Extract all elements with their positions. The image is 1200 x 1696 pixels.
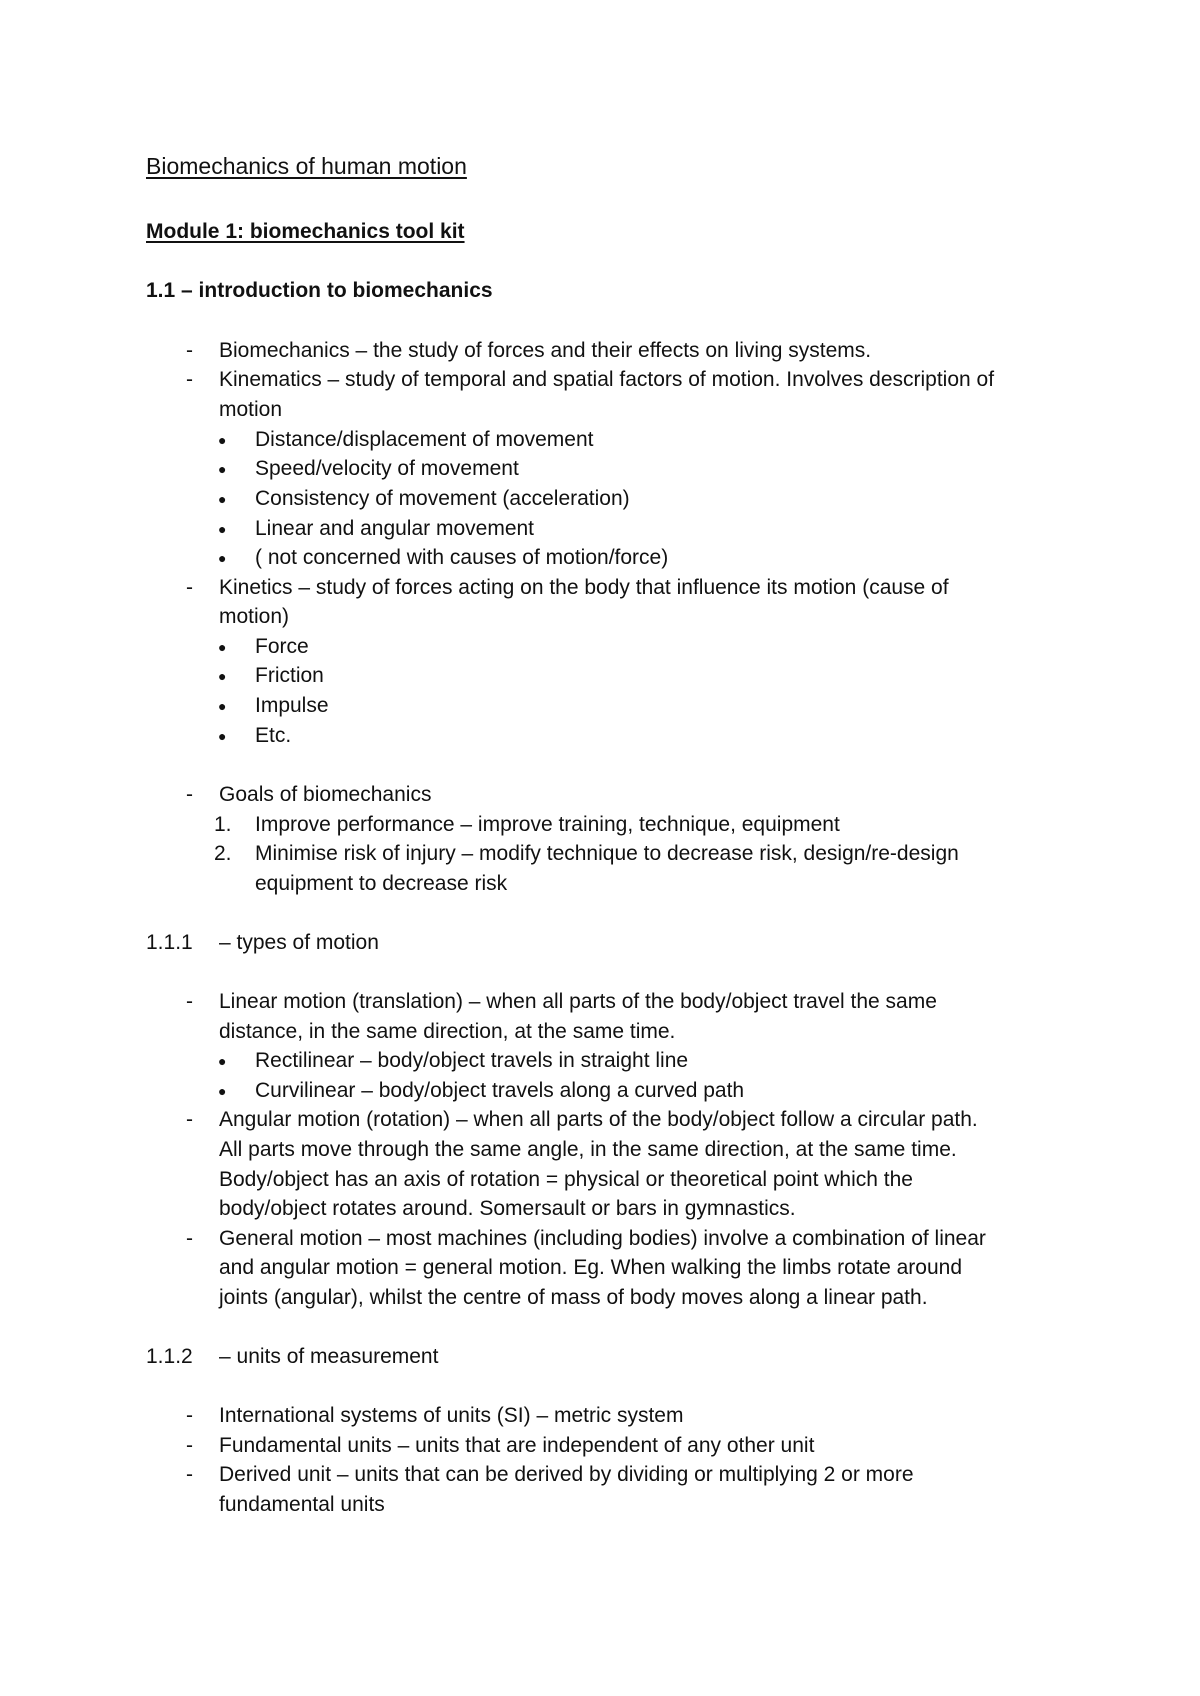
def-angular-motion-cont: body/object rotates around. Somersault or bars in gymnastics.: [219, 1197, 796, 1220]
module-heading: Module 1: biomechanics tool kit: [146, 220, 465, 243]
dash-marker: -: [186, 1434, 193, 1457]
section-number-1-1-2: 1.1.2: [146, 1345, 193, 1368]
kinematics-item: Speed/velocity of movement: [255, 457, 519, 480]
def-general-motion-cont: and angular motion = general motion. Eg. When walking the limbs rotate around: [219, 1256, 963, 1279]
def-general-motion: General motion – most machines (including bodies) involve a combination of linear: [219, 1227, 986, 1250]
kinematics-item: Distance/displacement of movement: [255, 428, 594, 451]
linear-item: Rectilinear – body/object travels in straight line: [255, 1049, 689, 1072]
dash-marker: -: [186, 368, 193, 391]
def-kinematics: Kinematics – study of temporal and spatial factors of motion. Involves description of: [219, 368, 995, 391]
dash-marker: -: [186, 1404, 193, 1427]
units-item: Derived unit – units that can be derived by dividing or multiplying 2 or more: [219, 1463, 914, 1486]
def-linear-motion: Linear motion (translation) – when all parts of the body/object travel the same: [219, 990, 937, 1013]
goal-item: Improve performance – improve training, technique, equipment: [255, 813, 840, 836]
bullet-marker: ●: [218, 728, 227, 744]
bullet-marker: ●: [218, 1053, 227, 1069]
kinematics-item: Consistency of movement (acceleration): [255, 487, 630, 510]
document-title: Biomechanics of human motion: [146, 153, 467, 179]
bullet-marker: ●: [218, 698, 227, 714]
bullet-marker: ●: [218, 461, 227, 477]
section-heading-1-1: 1.1 – introduction to biomechanics: [146, 279, 493, 302]
bullet-marker: ●: [218, 550, 227, 566]
def-kinematics-cont: motion: [219, 398, 283, 421]
bullet-marker: ●: [218, 668, 227, 684]
dash-marker: -: [186, 990, 193, 1013]
dash-marker: -: [186, 1463, 193, 1486]
def-general-motion-cont: joints (angular), whilst the centre of mass of body moves along a linear path.: [219, 1286, 928, 1309]
section-heading-1-1-2: – units of measurement: [219, 1345, 439, 1368]
kinetics-item: Impulse: [255, 694, 329, 717]
def-kinetics: Kinetics – study of forces acting on the body that influence its motion (cause of: [219, 576, 949, 599]
dash-marker: -: [186, 783, 193, 806]
goal-item-cont: equipment to decrease risk: [255, 872, 508, 895]
dash-marker: -: [186, 1108, 193, 1131]
bullet-marker: ●: [218, 491, 227, 507]
dash-marker: -: [186, 576, 193, 599]
section-heading-1-1-1: – types of motion: [219, 931, 379, 954]
goal-item: Minimise risk of injury – modify technique to decrease risk, design/re-design: [255, 842, 959, 865]
dash-marker: -: [186, 339, 193, 362]
def-biomechanics: Biomechanics – the study of forces and their effects on living systems.: [219, 339, 872, 362]
def-kinetics-cont: motion): [219, 605, 290, 628]
kinetics-item: Friction: [255, 664, 324, 687]
number-marker: 1.: [214, 813, 232, 836]
units-item: International systems of units (SI) – metric system: [219, 1404, 684, 1427]
number-marker: 2.: [214, 842, 232, 865]
units-item-cont: fundamental units: [219, 1493, 385, 1516]
def-angular-motion: Angular motion (rotation) – when all parts of the body/object follow a circular path.: [219, 1108, 978, 1131]
kinematics-item: ( not concerned with causes of motion/force): [255, 546, 669, 569]
bullet-marker: ●: [218, 639, 227, 655]
dash-marker: -: [186, 1227, 193, 1250]
bullet-marker: ●: [218, 521, 227, 537]
bullet-marker: ●: [218, 1083, 227, 1099]
goals-label: Goals of biomechanics: [219, 783, 432, 806]
def-angular-motion-cont: Body/object has an axis of rotation = physical or theoretical point which the: [219, 1168, 913, 1191]
kinetics-item: Force: [255, 635, 309, 658]
def-angular-motion-cont: All parts move through the same angle, in the same direction, at the same time.: [219, 1138, 957, 1161]
linear-item: Curvilinear – body/object travels along a curved path: [255, 1079, 745, 1102]
kinetics-item: Etc.: [255, 724, 292, 747]
units-item: Fundamental units – units that are independent of any other unit: [219, 1434, 815, 1457]
section-number-1-1-1: 1.1.1: [146, 931, 193, 954]
kinematics-item: Linear and angular movement: [255, 517, 535, 540]
def-linear-motion-cont: distance, in the same direction, at the same time.: [219, 1020, 676, 1043]
bullet-marker: ●: [218, 432, 227, 448]
